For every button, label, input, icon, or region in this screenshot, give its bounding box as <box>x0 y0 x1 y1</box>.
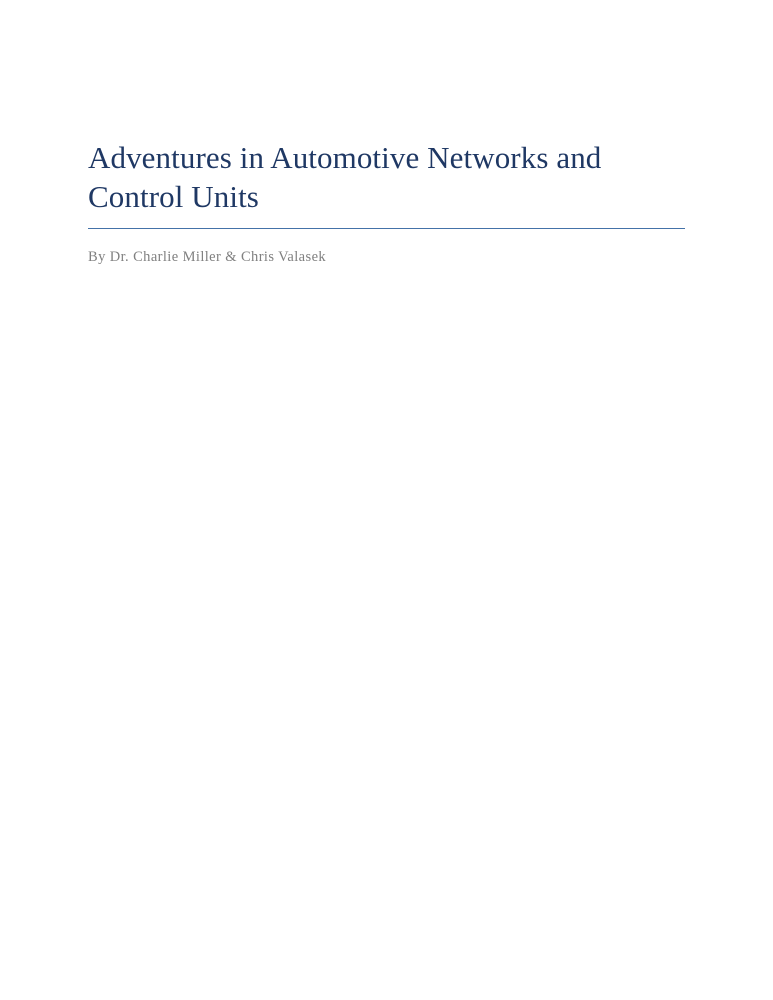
page-title: Adventures in Automotive Networks and Control Units <box>88 140 602 214</box>
byline: By Dr. Charlie Miller & Chris Valasek <box>88 249 327 265</box>
title-divider <box>88 228 685 229</box>
title-block <box>88 138 685 267</box>
